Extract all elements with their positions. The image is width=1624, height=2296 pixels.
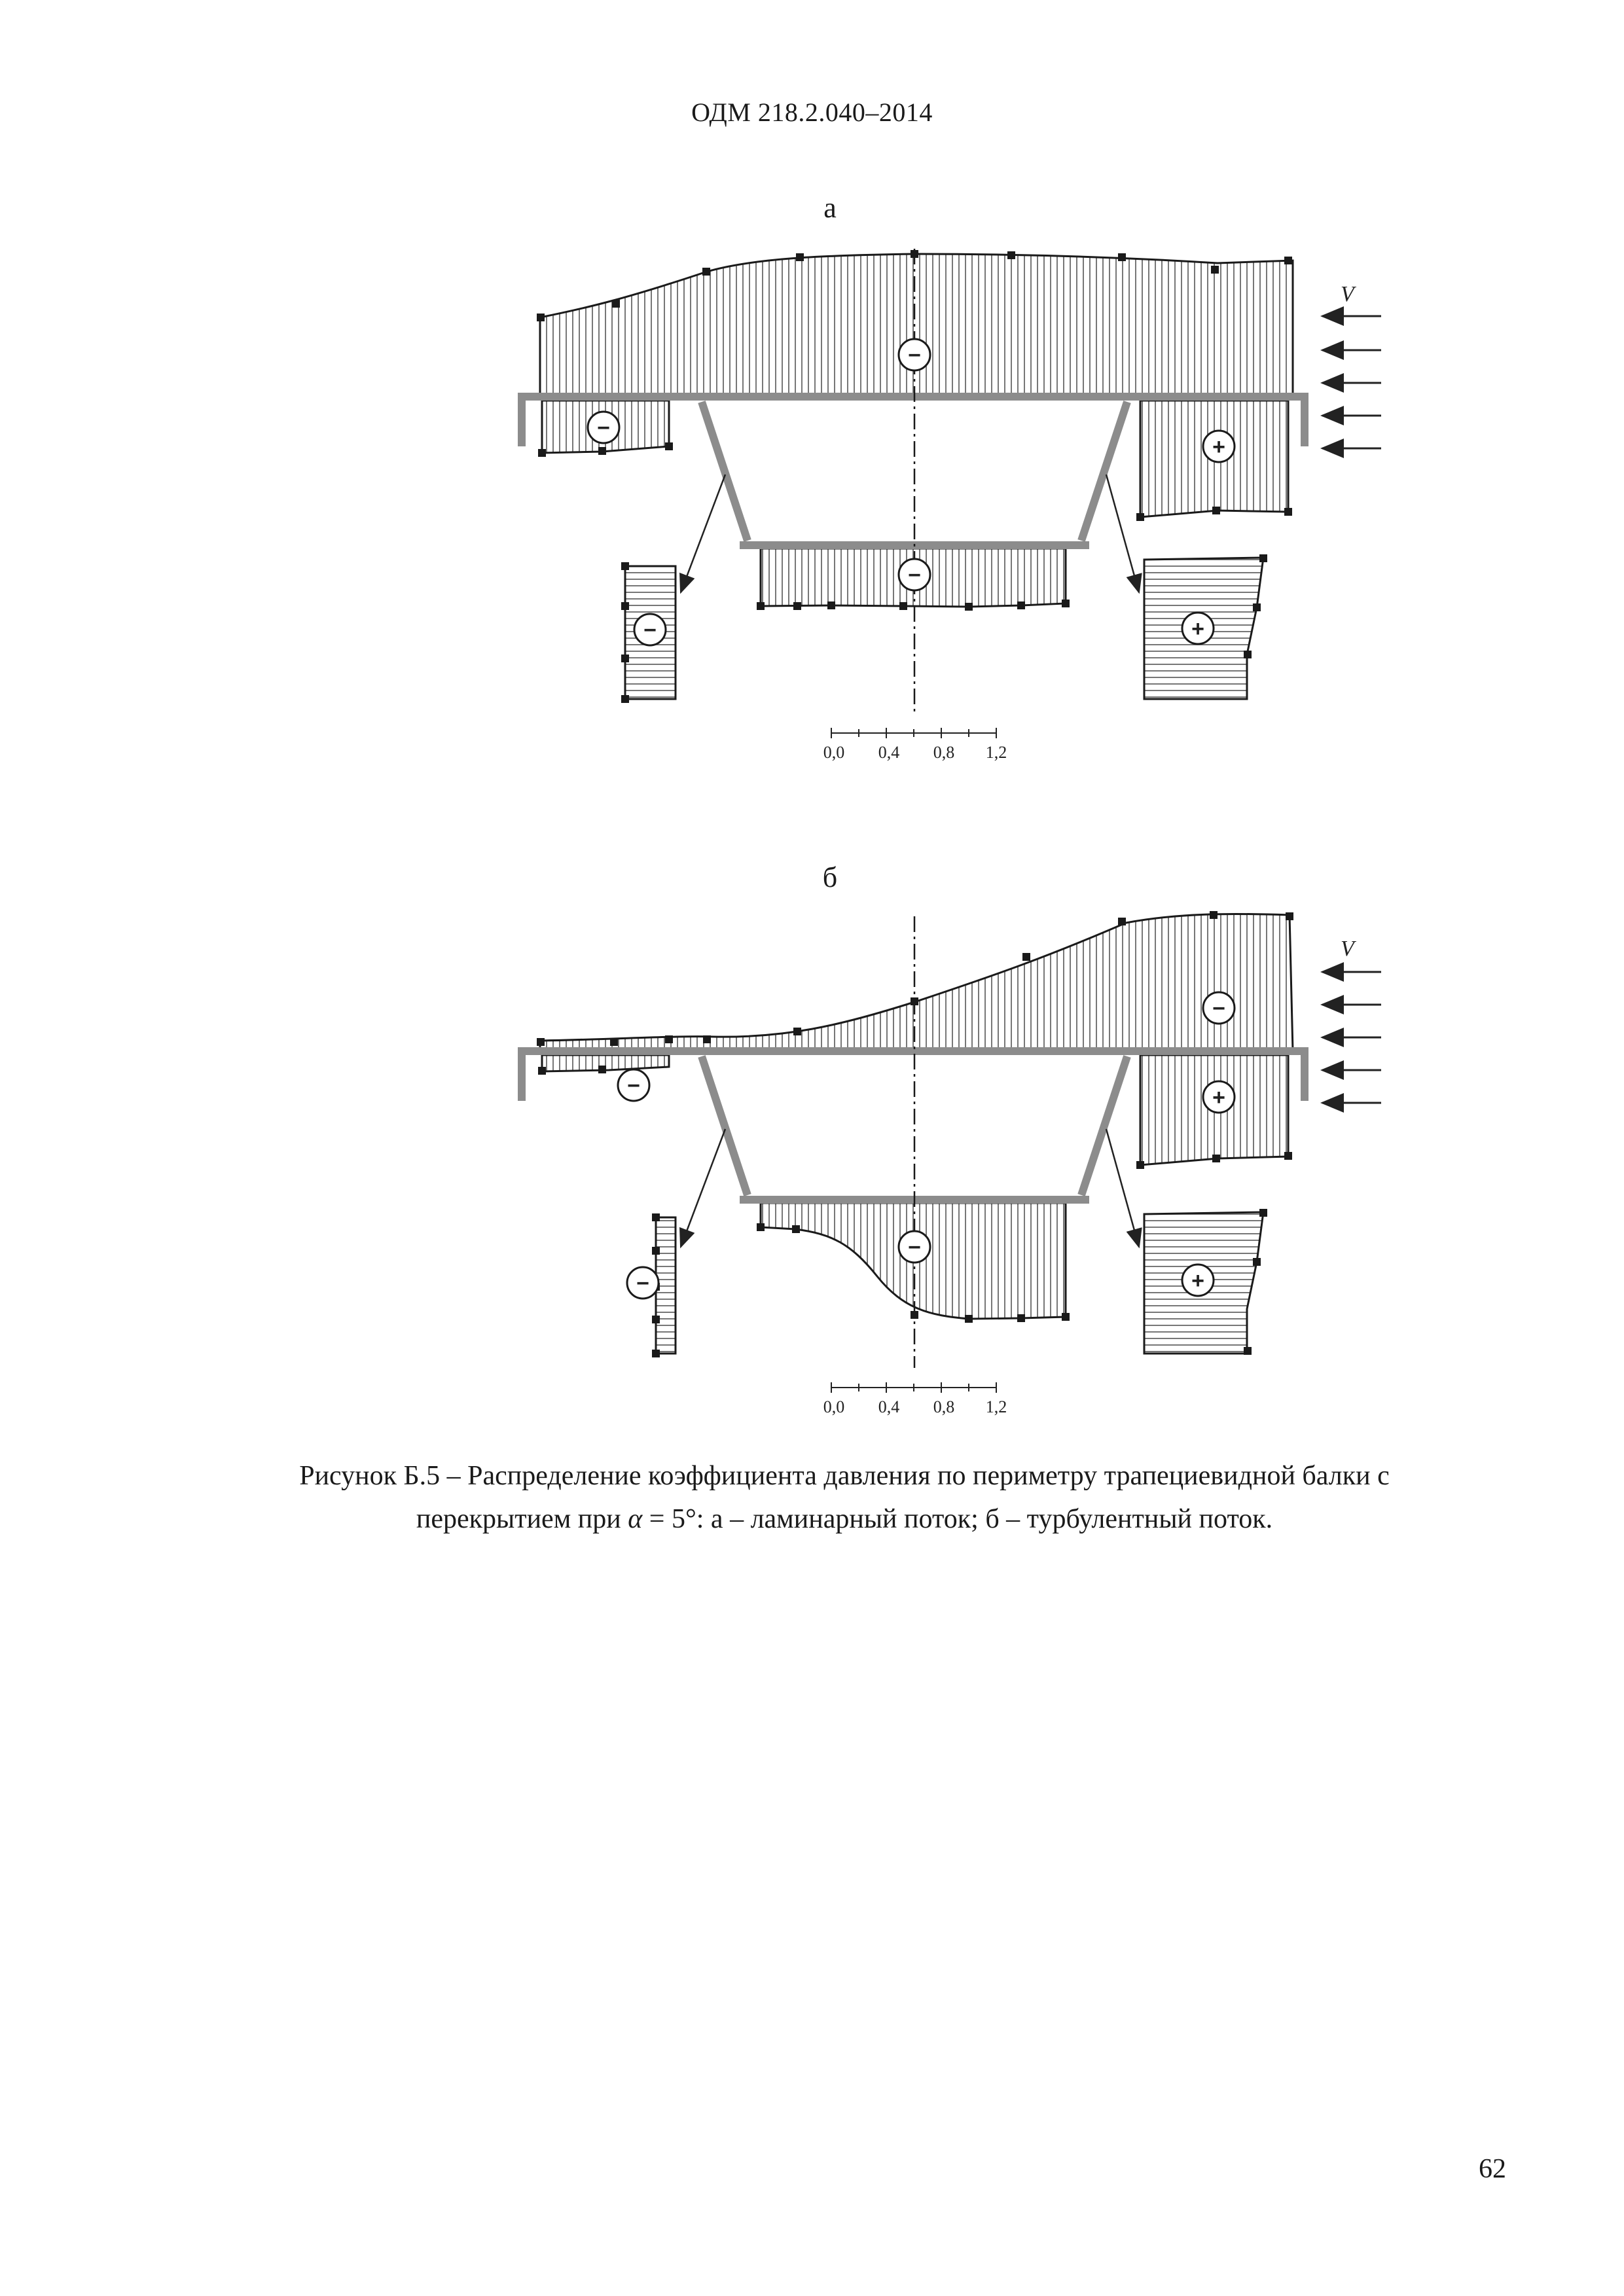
left-web-leader-arrow (681, 1129, 725, 1247)
velocity-label: V (1341, 937, 1354, 961)
caption-line-2-suffix: = 5°: а – ламинарный поток; б – турбулентный поток. (642, 1504, 1273, 1534)
sign-bottom-plate: − (908, 563, 921, 588)
figure-a-diagram (0, 236, 1624, 798)
page-number: 62 (1479, 2154, 1506, 2184)
flow-arrows (1322, 972, 1381, 1103)
scale-bar (831, 728, 996, 738)
flow-arrows (1322, 316, 1381, 448)
scale-tick-3: 1,2 (985, 743, 1007, 762)
caption-line-2 (170, 1498, 1519, 1541)
sign-left-web: − (636, 1271, 649, 1296)
left-web-leader-arrow (681, 475, 725, 592)
sign-right-flange: + (1212, 1085, 1225, 1110)
scale-tick-2: 0,8 (933, 1397, 955, 1416)
caption-line-2-prefix: перекрытием при (416, 1504, 628, 1534)
scale-tick-2: 0,8 (933, 743, 955, 762)
scale-tick-0: 0,0 (823, 1397, 845, 1416)
sign-top: − (1212, 996, 1225, 1021)
figure-a-label: а (823, 192, 837, 224)
sign-left-web: − (643, 618, 657, 643)
caption-line-1: Рисунок Б.5 – Распределение коэффициента давления по периметру трапециевидной балки с (299, 1461, 1390, 1491)
sign-left-flange: − (597, 416, 610, 440)
figure-caption (170, 1454, 1519, 1541)
scale-bar (831, 1382, 996, 1393)
right-web-leader-arrow (1106, 475, 1139, 592)
sign-top: − (908, 343, 921, 368)
sign-right-web: + (1191, 617, 1204, 641)
scale-tick-0: 0,0 (823, 743, 845, 762)
caption-alpha: α (628, 1504, 643, 1534)
sign-bottom-plate: − (908, 1235, 921, 1260)
figure-b-diagram (0, 890, 1624, 1453)
scale-tick-1: 0,4 (878, 1397, 900, 1416)
document-header: ОДМ 218.2.040–2014 (691, 98, 933, 127)
scale-tick-3: 1,2 (985, 1397, 1007, 1416)
top-pressure-region (540, 254, 1293, 395)
right-web-leader-arrow (1106, 1129, 1139, 1247)
sign-right-flange: + (1212, 435, 1225, 459)
scale-tick-1: 0,4 (878, 743, 900, 762)
figure-b-label: б (822, 861, 838, 893)
top-pressure-region (540, 914, 1293, 1051)
sign-left-flange: − (627, 1073, 640, 1098)
velocity-label: V (1341, 282, 1354, 306)
sign-right-web: + (1191, 1268, 1204, 1293)
